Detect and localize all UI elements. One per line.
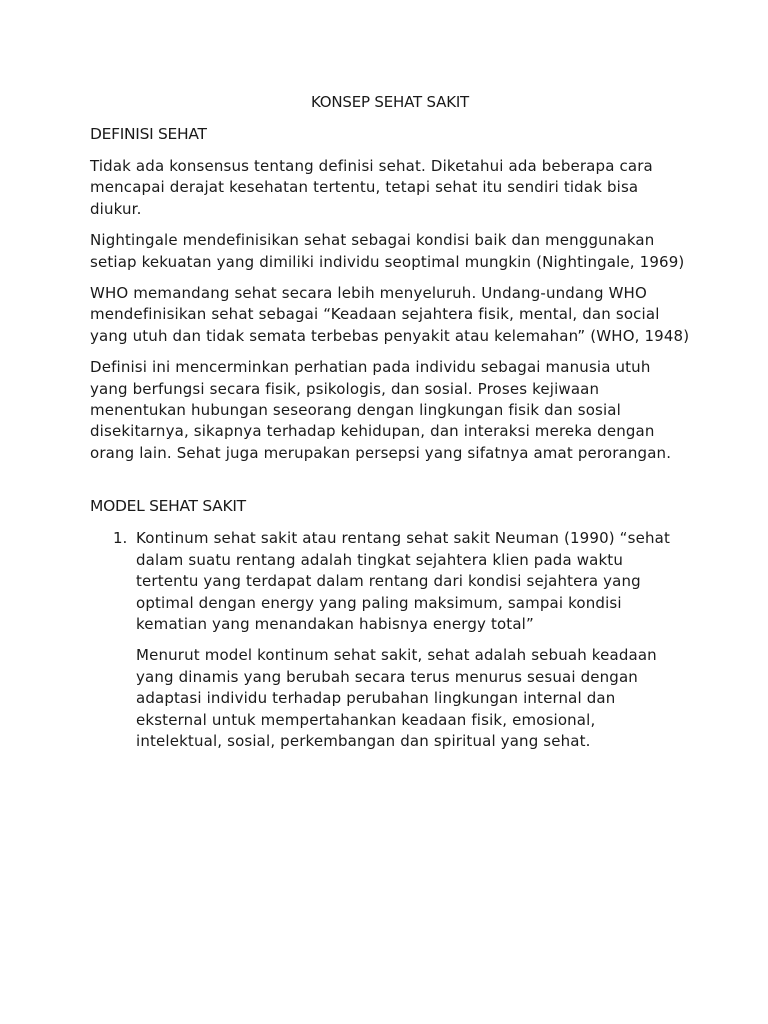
paragraph: Menurut model kontinum sehat sakit, sehat adalah sebuah keadaan yang dinamis yang berubah secara terus menurus sesuai dengan adaptasi individu terhadap perubahan lingkungan internal dan eksternal untuk mempertahankan keadaan fisik, emosional, intelektual, sosial, perkembangan dan spiritual yang sehat. (136, 646, 657, 750)
section-model-sehat-sakit (90, 496, 690, 752)
document-title: KONSEP SEHAT SAKIT (310, 93, 470, 111)
numbered-list (90, 528, 690, 752)
section-definisi-sehat (90, 124, 690, 464)
section-heading: MODEL SEHAT SAKIT (90, 497, 246, 516)
spacer (90, 474, 690, 496)
paragraph: Kontinum sehat sakit atau rentang sehat sakit Neuman (1990) “sehat dalam suatu rentang adalah tingkat sejahtera klien pada waktu tertentu yang terdapat dalam rentang dari kondisi sejahtera yang optimal dengan energy yang paling maksimum, sampai kondisi kematian yang menandakan habisnya energy total” (136, 529, 670, 633)
paragraph: Nightingale mendefinisikan sehat sebagai kondisi baik dan menggunakan setiap kekuatan yang dimiliki individu seoptimal mungkin (Nightingale, 1969) (90, 231, 685, 271)
paragraph: Tidak ada konsensus tentang definisi sehat. Diketahui ada beberapa cara mencapai derajat kesehatan tertentu, tetapi sehat itu sendiri tidak bisa diukur. (90, 157, 653, 218)
paragraph: Definisi ini mencerminkan perhatian pada individu sebagai manusia utuh yang berfungsi secara fisik, psikologis, dan sosial. Proses kejiwaan menentukan hubungan seseorang dengan lingkungan fisik dan sosial disekitarnya, sikapnya terhadap kehidupan, dan interaksi mereka dengan orang lain. Sehat juga merupakan persepsi yang sifatnya amat perorangan. (90, 358, 672, 462)
paragraph: WHO memandang sehat secara lebih menyeluruh. Undang-undang WHO mendefinisikan sehat sebagai “Keadaan sejahtera fisik, mental, dan social yang utuh dan tidak semata terbebas penyakit atau kelemahan” (WHO, 1948) (90, 284, 690, 345)
document-page (90, 92, 690, 762)
list-item (90, 528, 690, 752)
section-heading: DEFINISI SEHAT (90, 125, 207, 143)
list-number: 1. (113, 529, 128, 548)
